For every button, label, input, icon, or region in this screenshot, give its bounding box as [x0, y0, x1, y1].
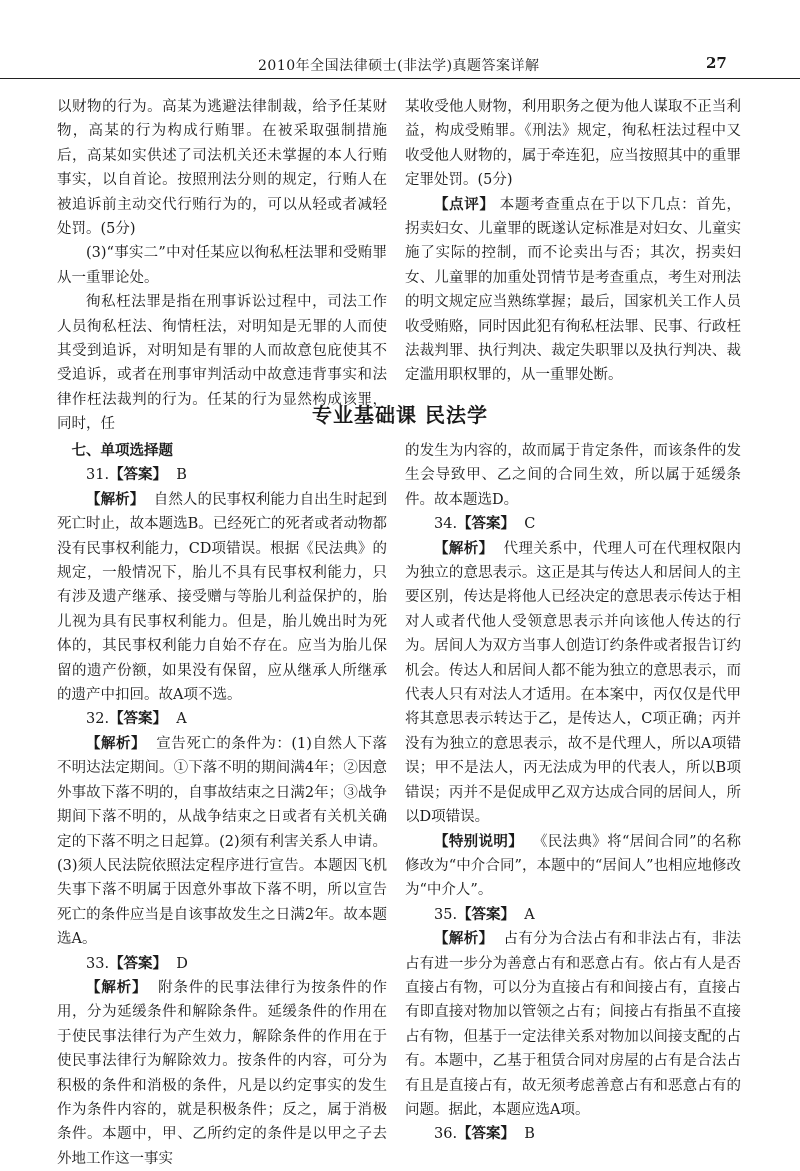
header-title: 2010年全国法律硕士(非法学)真题答案详解 — [258, 58, 540, 74]
note-tag: 【特别说明】 — [434, 832, 524, 850]
analysis-paragraph — [405, 537, 741, 830]
section-title: 专业基础课 民法学 — [312, 403, 488, 427]
page-header — [0, 0, 800, 80]
comment-paragraph — [405, 193, 741, 388]
answer-line — [405, 903, 741, 927]
comment-tag: 【点评】 — [434, 195, 495, 213]
question-number: 34. — [434, 516, 458, 533]
paragraph: 徇私枉法罪是指在刑事诉讼过程中，司法工作人员徇私枉法、徇情枉法，对明知是无罪的人而使其受到追诉，对明知是有罪的人而故意包庇使其不受追诉，或者在刑事审判活动中故意违背事实和法律作枉法裁判的行为。任某的行为显然构成该罪，同时，任 — [57, 294, 387, 433]
answer-line — [57, 463, 387, 487]
answer-value: B — [176, 467, 187, 484]
analysis-tag: 【解析】 — [434, 539, 494, 557]
answer-value: A — [176, 711, 187, 728]
answer-tag: 【答案】 — [109, 710, 168, 728]
bottom-right-column — [405, 439, 741, 1147]
paragraph: 某收受他人财物，利用职务之便为他人谋取不正当利益，构成受贿罪。《刑法》规定，徇私枉法过程中又收受他人财物的，属于牵连犯，应当按照其中的重罪定罪处罚。(5分) — [405, 99, 741, 189]
answer-line — [57, 952, 387, 976]
special-note — [405, 830, 741, 903]
analysis-paragraph — [57, 488, 387, 708]
answer-tag: 【答案】 — [109, 954, 168, 972]
answer-line — [405, 512, 741, 536]
answer-tag: 【答案】 — [457, 905, 516, 923]
analysis-text: 宣告死亡的条件为：(1)自然人下落不明达法定期间。①下落不明的期间满4年；②因意外事故下落不明的，自事故结束之日满2年；③战争期间下落不明的，从战争结束之日或者有关机关确定的下落不明之日起算。(2)须有利害关系人申请。(3)须人民法院依照法定程序进行宣告。本题因飞机失事下落不明属于因意外事故下落不明，所以宣告死亡的条件应当是自该事故发生之日满2年。故本题选A。 — [57, 735, 387, 948]
paragraph: 的发生为内容的，故而属于肯定条件，而该条件的发生会导致甲、乙之间的合同生效，所以属于延缓条件。故本题选D。 — [405, 443, 741, 508]
question-number: 35. — [434, 906, 458, 923]
analysis-paragraph — [405, 927, 741, 1122]
question-number: 31. — [86, 467, 110, 484]
answer-tag: 【答案】 — [457, 1125, 516, 1143]
answer-tag: 【答案】 — [457, 515, 516, 533]
comment-text: 本题考查重点在于以下几点：首先，拐卖妇女、儿童罪的既遂认定标准是对妇女、儿童实施了实际的控制，而不论卖出与否；其次，拐卖妇女、儿童罪的加重处罚情节是考查重点，考生对刑法的明文规定应当熟练掌握；最后，国家机关工作人员收受贿赂，同时因此犯有徇私枉法罪、民事、行政枉法裁判罪、执行判决、裁定失职罪以及执行判决、裁定滥用职权罪的，从一重罪处断。 — [405, 196, 742, 384]
analysis-text: 自然人的民事权利能力自出生时起到死亡时止，故本题选B。已经死亡的死者或者动物都没有民事权利能力，CD项错误。根据《民法典》的规定，一般情况下，胎儿不具有民事权利能力，只有涉及遗产继承、接受赠与等胎儿利益保护的，胎儿视为具有民事权利能力。但是，胎儿娩出时为死体的，其民事权利能力自始不存在。应当为胎儿保留的遗产份额，如果没有保留，应从继承人所继承的遗产中扣回。故A项不选。 — [57, 491, 388, 704]
page-number: 27 — [706, 54, 727, 72]
answer-value: A — [524, 906, 535, 923]
answer-tag: 【答案】 — [109, 466, 168, 484]
analysis-paragraph — [57, 976, 387, 1171]
top-left-column — [57, 95, 387, 437]
analysis-text: 占有分为合法占有和非法占有，非法占有进一步分为善意占有和恶意占有。依占有人是否直接占有物，可以分为直接占有和间接占有，直接占有即直接对物加以管领之占有；间接占有指虽不直接占有物，但基于一定法律关系对物加以间接支配的占有。本题中，乙基于租赁合同对房屋的占有是合法占有且是直接占有，故无须考虑善意占有和恶意占有的问题。据此，本题应选A项。 — [405, 931, 742, 1118]
analysis-tag: 【解析】 — [86, 734, 147, 752]
question-number: 32. — [86, 711, 110, 728]
analysis-paragraph — [57, 732, 387, 952]
analysis-text: 附条件的民事法律行为按条件的作用，分为延缓条件和解除条件。延缓条件的作用在于使民事法律行为产生效力，解除条件的作用在于使民事法律行为解除效力。按条件的内容，可分为积极的条件和消极的条件，凡是以约定事实的发生作为条件内容的，就是积极条件；反之，属于消极条件。本题中，甲、乙所约定的条件是以甲之子去外地工作这一事实 — [57, 979, 388, 1167]
answer-value: B — [524, 1126, 535, 1143]
header-rule — [0, 78, 800, 79]
analysis-text: 代理关系中，代理人可在代理权限内为独立的意思表示。这正是其与传达人和居间人的主要区别，传达是将他人已经决定的意思表示传达于相对人或者代他人受领意思表示并向该他人传达的行为。居间人为双方当事人创造订约条件或者报告订约机会。传达人和居间人都不能为独立的意思表示，而代表人只有对法人才适用。在本案中，丙仅仅是代甲将其意思表示转达于乙，是传达人，C项正确；丙并没有为独立的意思表示，故不是代理人，所以A项错误；甲不是法人，丙无法成为甲的代表人，所以B项错误；丙并不是促成甲乙双方达成合同的居间人，所以D项错误。 — [405, 540, 742, 826]
analysis-tag: 【解析】 — [434, 930, 494, 948]
paragraph: (3)“事实二”中对任某应以徇私枉法罪和受贿罪从一重罪论处。 — [57, 245, 387, 286]
note-text: 《民法典》将“居间合同”的名称修改为“中介合同”，本题中的“居间人”也相应地修改为“中介人”。 — [405, 833, 742, 899]
bottom-left-column — [57, 439, 387, 1171]
top-right-column — [405, 95, 741, 388]
answer-value: C — [524, 516, 536, 533]
analysis-tag: 【解析】 — [86, 978, 148, 996]
answer-line — [57, 707, 387, 731]
section-heading: 七、单项选择题 — [71, 443, 173, 459]
analysis-tag: 【解析】 — [86, 490, 145, 508]
question-number: 36. — [434, 1126, 458, 1143]
answer-value: D — [176, 955, 188, 972]
answer-line — [405, 1122, 741, 1146]
paragraph: 以财物的行为。高某为逃避法律制裁，给予任某财物，高某的行为构成行贿罪。在被采取强制措施后，高某如实供述了司法机关还未掌握的本人行贿事实，以自首论。按照刑法分则的规定，行贿人在被追诉前主动交代行贿行为的，可以从轻或者减轻处罚。(5分) — [57, 99, 387, 238]
question-number: 33. — [86, 955, 110, 972]
